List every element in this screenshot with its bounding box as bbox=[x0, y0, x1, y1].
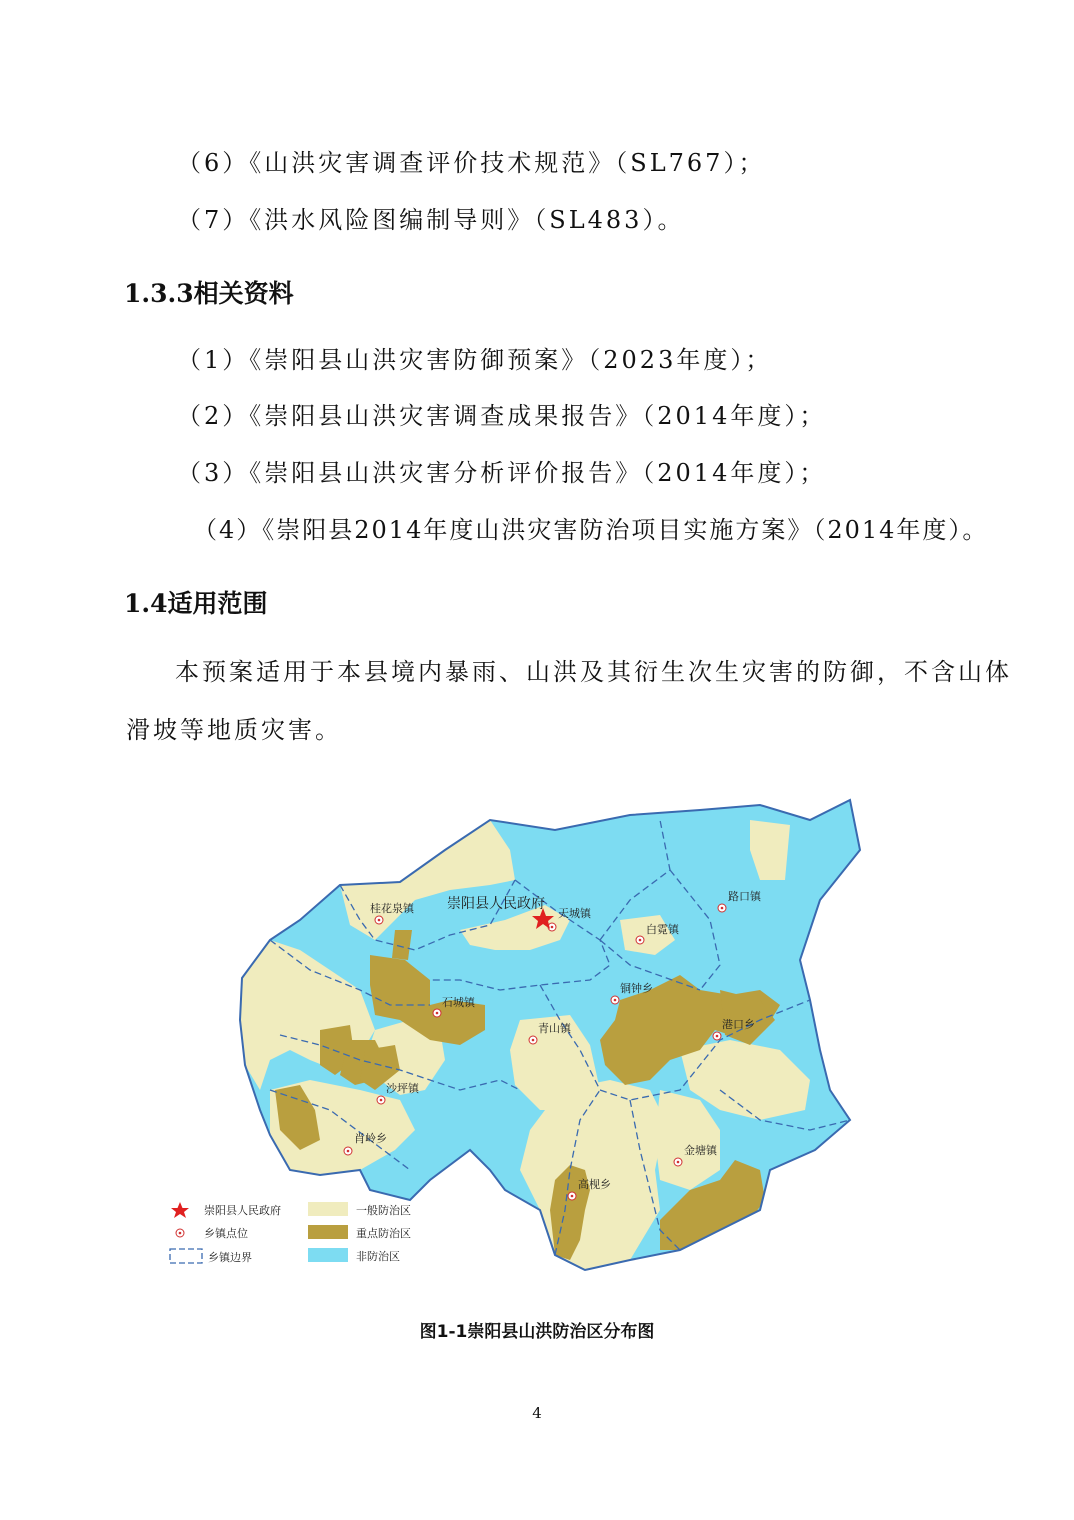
section-heading-1-3-3: 1.3.3相关资料 bbox=[124, 279, 294, 308]
town-point-tongzhong bbox=[611, 996, 619, 1004]
scope-paragraph-line-2: 滑坡等地质灾害。 bbox=[126, 716, 342, 744]
town-label-xiaoling: 肖岭乡 bbox=[354, 1132, 387, 1145]
town-label-gangkou: 港口乡 bbox=[722, 1018, 755, 1031]
town-point-gangkou bbox=[713, 1032, 721, 1040]
legend-town-point-label: 乡镇点位 bbox=[204, 1227, 248, 1240]
town-label-gaojian: 高枧乡 bbox=[578, 1178, 611, 1191]
reference-item-3: （3）《崇阳县山洪灾害分析评价报告》（2014年度）； bbox=[177, 459, 827, 487]
page-number: 4 bbox=[532, 1404, 542, 1422]
town-point-qingshan bbox=[529, 1036, 537, 1044]
town-label-shaping: 沙坪镇 bbox=[386, 1082, 419, 1095]
town-label-shicheng: 石城镇 bbox=[442, 996, 475, 1009]
legend-boundary-icon bbox=[170, 1249, 202, 1263]
legend-key-label: 重点防治区 bbox=[356, 1227, 411, 1240]
map-legend bbox=[170, 1202, 411, 1264]
town-label-jintang: 金塘镇 bbox=[684, 1144, 717, 1157]
town-point-guihuaquan bbox=[375, 916, 383, 924]
town-point-shaping bbox=[377, 1096, 385, 1104]
town-point-lukou bbox=[718, 904, 726, 912]
flood-zone-map-svg bbox=[160, 790, 920, 1280]
legend-general-swatch bbox=[308, 1202, 348, 1216]
legend-general-label: 一般防治区 bbox=[356, 1204, 411, 1217]
reference-item-2: （2）《崇阳县山洪灾害调查成果报告》（2014年度）； bbox=[177, 402, 827, 430]
legend-gov-label: 崇阳县人民政府 bbox=[204, 1204, 281, 1217]
legend-non-swatch bbox=[308, 1248, 348, 1262]
standard-item-6: （6）《山洪灾害调查评价技术规范》（SL767）； bbox=[177, 149, 766, 177]
legend-non-label: 非防治区 bbox=[356, 1250, 400, 1263]
figure-caption: 图1-1崇阳县山洪防治区分布图 bbox=[419, 1322, 655, 1342]
town-label-guihuaquan: 桂花泉镇 bbox=[370, 902, 414, 915]
town-label-tiancheng: 天城镇 bbox=[558, 907, 591, 920]
town-point-jintang bbox=[674, 1158, 682, 1166]
town-label-lukou: 路口镇 bbox=[728, 890, 761, 903]
legend-key-swatch bbox=[308, 1225, 348, 1239]
legend-star-icon bbox=[171, 1202, 189, 1218]
section-heading-1-4: 1.4适用范围 bbox=[124, 589, 268, 618]
county-government-label: 崇阳县人民政府 bbox=[447, 896, 545, 912]
scope-paragraph-line-1: 本预案适用于本县境内暴雨、山洪及其衍生次生灾害的防御，不含山体 bbox=[175, 658, 1012, 686]
reference-item-4: （4）《崇阳县2014年度山洪灾害防治项目实施方案》（2014年度）。 bbox=[193, 516, 989, 544]
town-point-xiaoling bbox=[344, 1147, 352, 1155]
reference-item-1: （1）《崇阳县山洪灾害防御预案》（2023年度）； bbox=[177, 346, 773, 374]
town-label-tongzhong: 铜钟乡 bbox=[620, 982, 653, 995]
town-point-shicheng bbox=[433, 1009, 441, 1017]
town-point-gaojian bbox=[568, 1192, 576, 1200]
standard-item-7: （7）《洪水风险图编制导则》（SL483）。 bbox=[177, 206, 685, 234]
town-label-qingshan: 青山镇 bbox=[538, 1022, 571, 1035]
town-label-baini: 白霓镇 bbox=[646, 923, 679, 936]
town-point-baini bbox=[636, 936, 644, 944]
legend-boundary-label: 乡镇边界 bbox=[208, 1251, 252, 1264]
flood-zone-map bbox=[160, 790, 920, 1280]
